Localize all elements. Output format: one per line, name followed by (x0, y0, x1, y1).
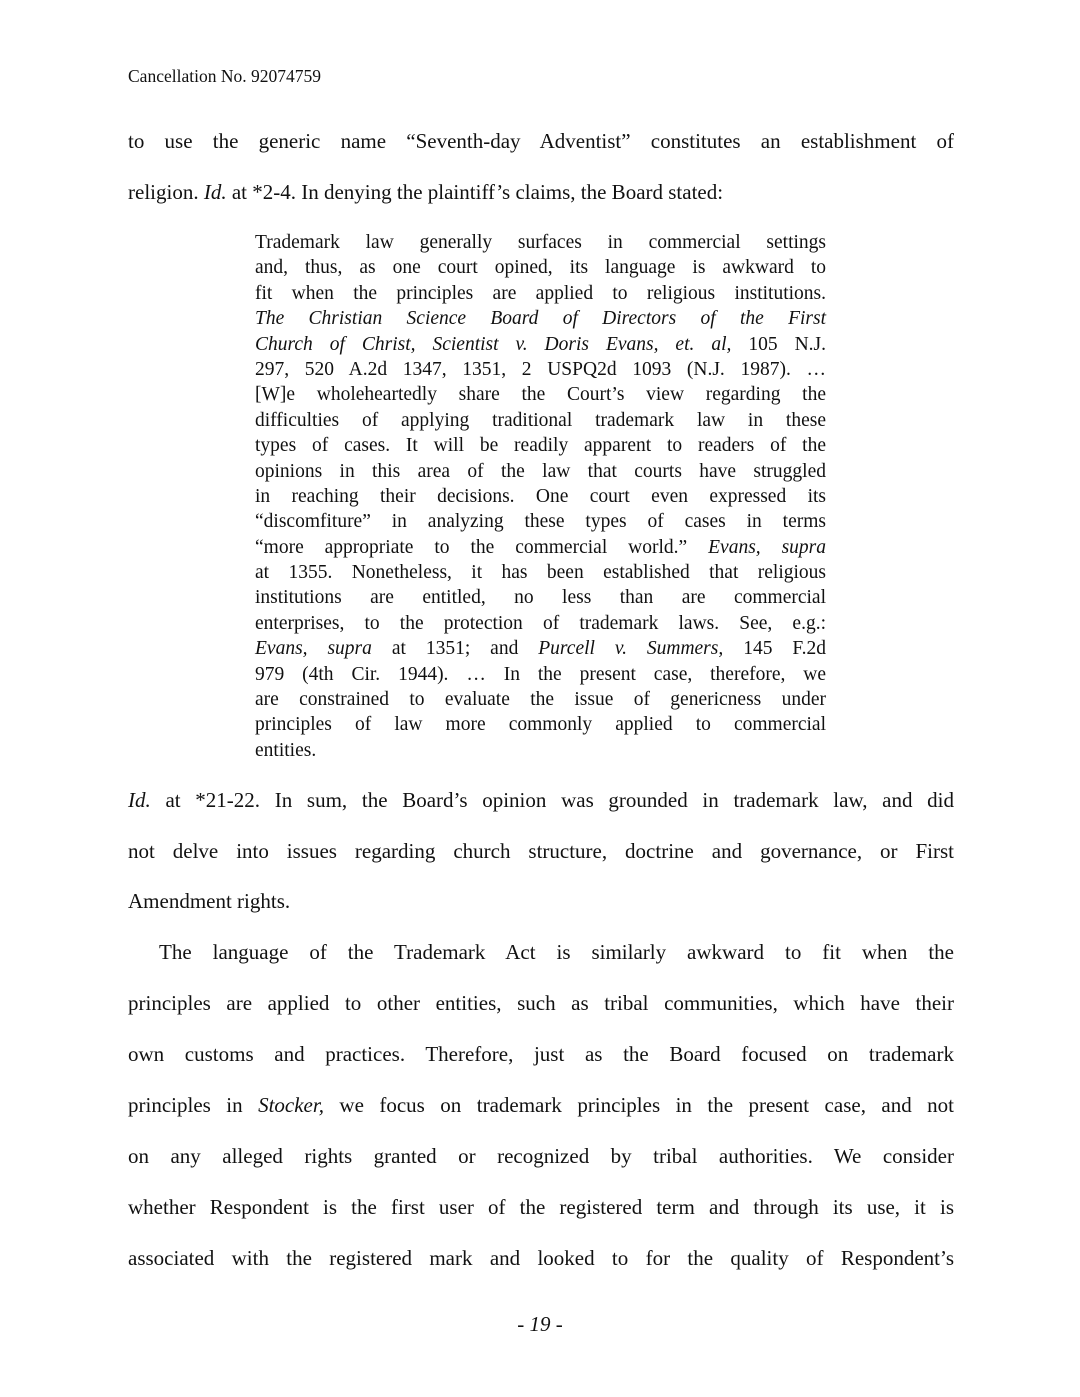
body-line: not delve into issues regarding church structure, doctrine and governance, or First (128, 839, 954, 863)
quote-line: institutions are entitled, no less than are commercial (255, 587, 826, 609)
quote-text: at 1351; and (391, 638, 519, 660)
case-citation: Stocker, (258, 1093, 324, 1117)
quote-line: [W]e wholeheartedly share the Court’s view regarding the (255, 384, 826, 406)
body-line: Amendment rights. (128, 889, 291, 913)
case-citation: Evans, supra (255, 638, 372, 660)
quote-line (255, 306, 826, 331)
page-number (0, 1310, 1080, 1338)
body-line (128, 1091, 954, 1119)
body-line: to use the generic name “Seventh-day Adventist” constitutes an establishment of (128, 129, 954, 153)
quote-line: 979 (4th Cir. 1944). … In the present case, therefore, we (255, 663, 826, 685)
quote-line (255, 332, 826, 357)
case-citation: Church of Christ, Scientist v. Doris Evans, et. al, (255, 333, 732, 355)
quote-line: principles of law more commonly applied to commercial (255, 714, 826, 736)
quote-line: and, thus, as one court opined, its language is awkward to (255, 257, 826, 279)
body-line: whether Respondent is the first user of the registered term and through its use, it is (128, 1195, 954, 1219)
case-citation: Evans, supra (708, 536, 827, 558)
quote-line: fit when the principles are applied to religious institutions. (255, 282, 826, 304)
quote-line (255, 535, 826, 560)
body-line: on any alleged rights granted or recognized by tribal authorities. We consider (128, 1144, 954, 1168)
body-line (128, 786, 954, 814)
quote-line: Trademark law generally surfaces in commercial settings (255, 232, 826, 253)
body-line: own customs and practices. Therefore, just as the Board focused on trademark (128, 1042, 954, 1066)
body-line: The language of the Trademark Act is similarly awkward to fit when the (159, 940, 954, 964)
quote-line: at 1355. Nonetheless, it has been established that religious (255, 562, 826, 584)
quote-line: entities. (255, 739, 317, 761)
quote-line: 297, 520 A.2d 1347, 1351, 2 USPQ2d 1093 (N.J. 1987). … (255, 358, 826, 380)
case-number-header: Cancellation No. 92074759 (128, 66, 321, 86)
quote-text: 145 F.2d (743, 638, 827, 660)
quote-line: types of cases. It will be readily apparent to readers of the (255, 435, 826, 457)
body-text: religion. (128, 180, 199, 204)
case-citation: The Christian Science Board of Directors of the First (255, 308, 826, 330)
quote-line: difficulties of applying traditional trademark law in these (255, 409, 826, 431)
body-text: we focus on trademark principles in the present case, and not (339, 1093, 955, 1117)
quote-text: 105 N.J. (748, 333, 826, 355)
body-text: at *2-4. In denying the plaintiff’s claims, the Board stated: (231, 180, 724, 204)
case-citation: Purcell v. Summers, (538, 638, 724, 660)
body-line: associated with the registered mark and looked to for the quality of Respondent’s (128, 1246, 954, 1270)
body-text: at *21-22. In sum, the Board’s opinion was grounded in trademark law, and did (165, 788, 955, 812)
quote-line: are constrained to evaluate the issue of genericness under (255, 689, 826, 711)
quote-line: enterprises, to the protection of trademark laws. See, e.g.: (255, 612, 826, 634)
quote-line: in reaching their decisions. One court even expressed its (255, 485, 826, 507)
body-line: principles are applied to other entities, such as tribal communities, which have their (128, 991, 954, 1015)
citation-id: Id. (128, 788, 151, 812)
quote-line: “discomfiture” in analyzing these types of cases in terms (255, 511, 826, 533)
quote-line: opinions in this area of the law that courts have struggled (255, 460, 826, 482)
quote-text: “more appropriate to the commercial world.” (255, 536, 688, 558)
body-line (128, 178, 954, 206)
citation-id: Id. (203, 180, 227, 204)
quote-line (255, 636, 826, 661)
page-number-text: - 19 - (517, 1312, 563, 1336)
body-text: principles in (128, 1093, 243, 1117)
block-quote (255, 230, 826, 763)
